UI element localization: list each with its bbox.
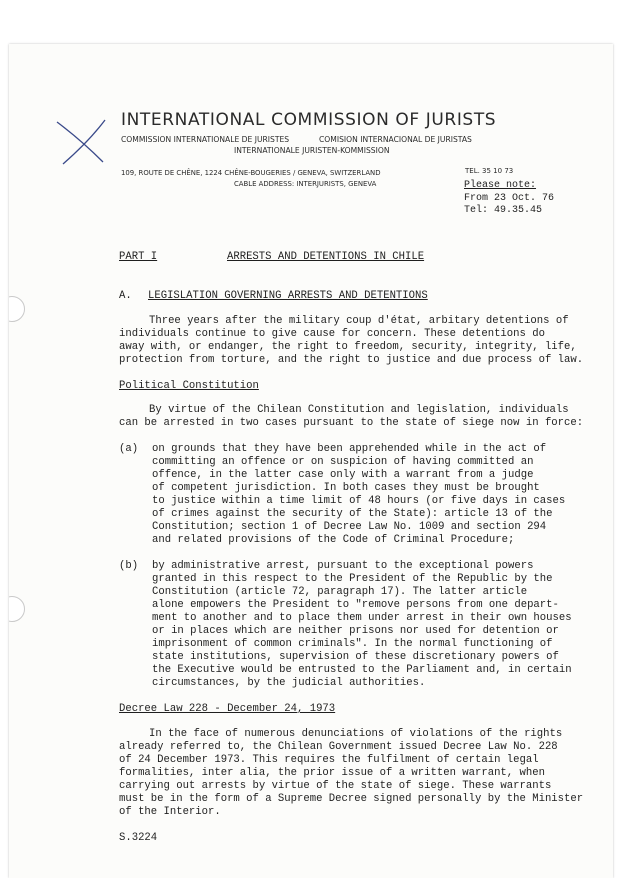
letterhead-cable-address: CABLE ADDRESS: INTERJURISTS, GENEVA (234, 180, 377, 188)
item-b-line: or in places which are neither prisons nor used for detention or (152, 625, 559, 637)
item-b-line: Constitution (article 72, paragraph 17). The latter article (152, 586, 528, 598)
note-heading: Please note: (464, 180, 537, 191)
para1-line: away with, or endanger, the right to freedom, security, integrity, life, (119, 341, 577, 353)
para3-line: already referred to, the Chilean Government issued Decree Law No. 228 (119, 741, 558, 753)
subheading-decree-law-228: Decree Law 228 - December 24, 1973 (119, 703, 336, 715)
part-label: PART I (119, 251, 158, 263)
item-a-line: Constitution; section 1 of Decree Law No. 1009 and section 294 (152, 521, 547, 533)
para1-line: protection from torture, and the right to justice and due process of law. (119, 354, 584, 366)
item-b-line: circumstances, by the judicial authorities. (152, 677, 426, 689)
item-b-line: state institutions, supervision of these discretionary powers of (152, 651, 559, 663)
part-title: ARRESTS AND DETENTIONS IN CHILE (227, 251, 425, 263)
item-b-line: alone empowers the President to "remove persons from one depart- (152, 599, 559, 611)
item-b-line: imprisonment of common criminals". In the normal functioning of (152, 638, 553, 650)
item-a-line: offence, in the latter case only with a warrant from a judge (152, 469, 534, 481)
item-a-line: committing an offence or on suspicion of having committed an (152, 456, 534, 468)
para2-line: By virtue of the Chilean Constitution and legislation, individuals (149, 404, 569, 416)
letterhead-subtitle-es: COMISION INTERNACIONAL DE JURISTAS (319, 135, 472, 144)
letterhead-subtitle-de: INTERNATIONALE JURISTEN-KOMMISSION (234, 146, 390, 155)
punch-hole (9, 596, 25, 622)
para3-line: carrying out arrests by virtue of the state of siege. These warrants (119, 780, 552, 792)
para3-line: of the Interior. (119, 806, 221, 818)
note-from-date: From 23 Oct. 76 (464, 193, 555, 204)
item-a-line: to justice within a time limit of 48 hours (or five days in cases (152, 495, 566, 507)
letterhead-subtitle-fr: COMMISSION INTERNATIONALE DE JURISTES (121, 135, 290, 144)
subheading-political-constitution: Political Constitution (119, 380, 259, 392)
item-b-line: the Executive would be entrusted to the Parliament and, in certain (152, 664, 572, 676)
para3-line: In the face of numerous denunciations of violations of the rights (149, 728, 563, 740)
para3-line: must be in the form of a Supreme Decree signed personally by the Minister (119, 793, 584, 805)
letterhead-address: 109, ROUTE DE CHÊNE, 1224 CHÊNE-BOUGERIES / GENEVA, SWITZERLAND (121, 169, 381, 177)
para1-line: individuals continue to give cause for concern. These detentions do (119, 328, 545, 340)
letterhead-telephone: TEL. 35 10 73 (465, 167, 514, 175)
item-b-label: (b) (119, 560, 139, 572)
handwritten-x-mark (53, 118, 113, 166)
note-new-telephone: Tel: 49.35.45 (464, 205, 543, 216)
item-a-line: on grounds that they have been apprehended while in the act of (152, 443, 547, 455)
section-letter: A. (119, 290, 132, 302)
para2-line: can be arrested in two cases pursuant to the state of siege now in force: (119, 417, 584, 429)
item-b-line: granted in this respect to the President of the Republic by the (152, 573, 553, 585)
item-b-line: ment to another and to place them under arrest in their own houses (152, 612, 572, 624)
letterhead-title: INTERNATIONAL COMMISSION OF JURISTS (121, 110, 497, 130)
footer-reference: S.3224 (119, 832, 158, 844)
item-a-line: and related provisions of the Code of Criminal Procedure; (152, 534, 515, 546)
para1-line: Three years after the military coup d'état, arbitary detentions of (149, 315, 569, 327)
section-title: LEGISLATION GOVERNING ARRESTS AND DETENTIONS (148, 290, 428, 302)
punch-hole (9, 296, 25, 322)
item-a-line: of competent jurisdiction. In both cases they must be brought (152, 482, 540, 494)
item-a-line: of crimes against the security of the State): article 13 of the (152, 508, 553, 520)
item-b-line: by administrative arrest, pursuant to the exceptional powers (152, 560, 534, 572)
item-a-label: (a) (119, 443, 139, 455)
document-page (9, 44, 613, 878)
para3-line: of 24 December 1973. This requires the fulfilment of certain legal (119, 754, 539, 766)
para3-line: formalities, inter alia, the prior issue of a written warrant, when (119, 767, 545, 779)
